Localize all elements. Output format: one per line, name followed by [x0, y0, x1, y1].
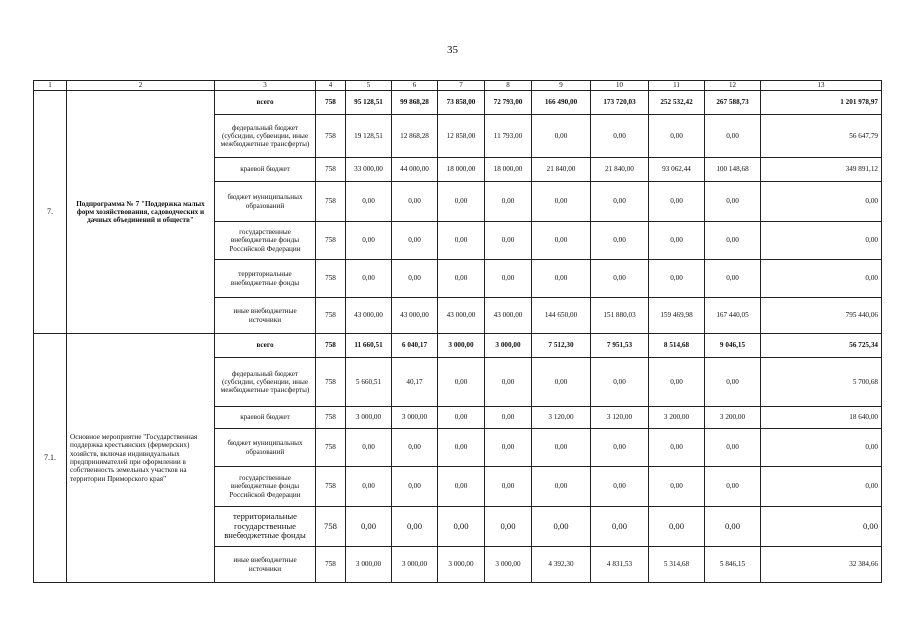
year-value: 252 532,42 — [649, 91, 705, 115]
year-value: 4 392,30 — [532, 547, 591, 583]
year-value: 0,00 — [346, 467, 392, 507]
year-value: 0,00 — [392, 467, 438, 507]
year-value: 3 000,00 — [438, 547, 485, 583]
year-value: 6 040,17 — [392, 334, 438, 358]
year-value: 3 000,00 — [485, 547, 532, 583]
year-value: 3 200,00 — [705, 407, 761, 429]
total-value: 18 640,00 — [761, 407, 882, 429]
year-value: 0,00 — [591, 467, 649, 507]
year-value: 3 120,00 — [532, 407, 591, 429]
total-value: 32 384,66 — [761, 547, 882, 583]
funding-source: территориальные государственные внебюджетные фонды — [215, 507, 316, 547]
year-value: 3 000,00 — [485, 334, 532, 358]
admin-code: 758 — [316, 407, 346, 429]
year-value: 0,00 — [705, 222, 761, 260]
year-value: 40,17 — [392, 358, 438, 407]
section-number: 7. — [34, 91, 67, 334]
year-value: 9 046,15 — [705, 334, 761, 358]
year-value: 5 660,51 — [346, 358, 392, 407]
year-value: 0,00 — [485, 407, 532, 429]
year-value: 11 793,00 — [485, 115, 532, 158]
year-value: 0,00 — [438, 407, 485, 429]
year-value: 0,00 — [392, 182, 438, 222]
year-value: 12 868,28 — [392, 115, 438, 158]
admin-code: 758 — [316, 547, 346, 583]
total-value: 1 201 978,97 — [761, 91, 882, 115]
year-value: 7 512,30 — [532, 334, 591, 358]
total-value: 5 700,68 — [761, 358, 882, 407]
year-value: 0,00 — [532, 507, 591, 547]
funding-source: иные внебюджетные источники — [215, 547, 316, 583]
funding-source: иные внебюджетные источники — [215, 298, 316, 334]
year-value: 0,00 — [438, 222, 485, 260]
year-value: 0,00 — [438, 260, 485, 298]
year-value: 0,00 — [392, 222, 438, 260]
column-number: 3 — [215, 81, 316, 91]
column-number: 1 — [34, 81, 67, 91]
year-value: 0,00 — [705, 467, 761, 507]
year-value: 0,00 — [485, 467, 532, 507]
column-number: 4 — [316, 81, 346, 91]
year-value: 3 120,00 — [591, 407, 649, 429]
year-value: 0,00 — [649, 358, 705, 407]
funding-source: территориальные внебюджетные фонды — [215, 260, 316, 298]
funding-source: федеральный бюджет (субсидии, субвенции, иные межбюджетные трансферты) — [215, 358, 316, 407]
year-value: 0,00 — [485, 429, 532, 467]
year-value: 0,00 — [591, 182, 649, 222]
admin-code: 758 — [316, 467, 346, 507]
year-value: 0,00 — [591, 507, 649, 547]
year-value: 0,00 — [438, 182, 485, 222]
year-value: 93 062,44 — [649, 158, 705, 182]
funding-source: всего — [215, 91, 316, 115]
funding-source: бюджет муниципальных образований — [215, 182, 316, 222]
year-value: 0,00 — [649, 467, 705, 507]
total-value: 0,00 — [761, 182, 882, 222]
section-title: Основное мероприятие "Государственная поддержка крестьянских (фермерских) хозяйств, включая индивидуальных предпринимателей при оформлении в собственность земельных участков на территории Приморского края" — [67, 334, 215, 583]
year-value: 0,00 — [705, 115, 761, 158]
year-value: 0,00 — [649, 507, 705, 547]
year-value: 0,00 — [591, 358, 649, 407]
admin-code: 758 — [316, 115, 346, 158]
admin-code: 758 — [316, 91, 346, 115]
year-value: 166 490,00 — [532, 91, 591, 115]
year-value: 3 000,00 — [392, 547, 438, 583]
page-number: 35 — [447, 44, 458, 56]
year-value: 5 846,15 — [705, 547, 761, 583]
column-number: 13 — [761, 81, 882, 91]
table-row — [34, 334, 882, 358]
year-value: 43 000,00 — [392, 298, 438, 334]
column-number: 5 — [346, 81, 392, 91]
funding-source: бюджет муниципальных образований — [215, 429, 316, 467]
column-number: 6 — [392, 81, 438, 91]
year-value: 0,00 — [485, 222, 532, 260]
year-value: 0,00 — [591, 429, 649, 467]
year-value: 5 314,68 — [649, 547, 705, 583]
funding-source: государственные внебюджетные фонды Российской Федерации — [215, 222, 316, 260]
total-value: 0,00 — [761, 507, 882, 547]
admin-code: 758 — [316, 507, 346, 547]
total-value: 56 647,79 — [761, 115, 882, 158]
admin-code: 758 — [316, 298, 346, 334]
year-value: 144 650,00 — [532, 298, 591, 334]
year-value: 0,00 — [532, 260, 591, 298]
year-value: 3 000,00 — [346, 547, 392, 583]
year-value: 0,00 — [705, 358, 761, 407]
year-value: 18 000,00 — [485, 158, 532, 182]
year-value: 73 858,00 — [438, 91, 485, 115]
year-value: 0,00 — [532, 467, 591, 507]
year-value: 21 840,00 — [591, 158, 649, 182]
year-value: 33 000,00 — [346, 158, 392, 182]
year-value: 0,00 — [532, 115, 591, 158]
year-value: 0,00 — [392, 429, 438, 467]
year-value: 43 000,00 — [485, 298, 532, 334]
year-value: 173 720,03 — [591, 91, 649, 115]
year-value: 0,00 — [346, 260, 392, 298]
year-value: 3 200,00 — [649, 407, 705, 429]
section-title: Подпрограмма № 7 "Поддержка малых форм хозяйствования, садоводческих и дачных объединений и обществ" — [67, 91, 215, 334]
year-value: 4 831,53 — [591, 547, 649, 583]
column-number: 12 — [705, 81, 761, 91]
table-row — [34, 91, 882, 115]
year-value: 0,00 — [346, 507, 392, 547]
year-value: 95 128,51 — [346, 91, 392, 115]
year-value: 12 858,00 — [438, 115, 485, 158]
year-value: 0,00 — [532, 358, 591, 407]
year-value: 267 588,73 — [705, 91, 761, 115]
column-number: 9 — [532, 81, 591, 91]
funding-source: краевой бюджет — [215, 407, 316, 429]
year-value: 0,00 — [532, 182, 591, 222]
year-value: 0,00 — [346, 182, 392, 222]
column-number-row — [34, 81, 882, 91]
year-value: 99 868,28 — [392, 91, 438, 115]
funding-source: федеральный бюджет (субсидии, субвенции, иные межбюджетные трансферты) — [215, 115, 316, 158]
year-value: 43 000,00 — [346, 298, 392, 334]
year-value: 3 000,00 — [346, 407, 392, 429]
year-value: 167 440,05 — [705, 298, 761, 334]
total-value: 0,00 — [761, 429, 882, 467]
funding-source: государственные внебюджетные фонды Российской Федерации — [215, 467, 316, 507]
year-value: 72 793,00 — [485, 91, 532, 115]
column-number: 8 — [485, 81, 532, 91]
year-value: 0,00 — [346, 429, 392, 467]
year-value: 159 469,98 — [649, 298, 705, 334]
admin-code: 758 — [316, 429, 346, 467]
year-value: 0,00 — [649, 429, 705, 467]
funding-source: всего — [215, 334, 316, 358]
total-value: 56 725,34 — [761, 334, 882, 358]
year-value: 0,00 — [485, 260, 532, 298]
budget-table — [33, 80, 882, 583]
year-value: 0,00 — [705, 260, 761, 298]
year-value: 0,00 — [705, 182, 761, 222]
total-value: 349 891,12 — [761, 158, 882, 182]
year-value: 0,00 — [438, 429, 485, 467]
year-value: 100 148,68 — [705, 158, 761, 182]
admin-code: 758 — [316, 358, 346, 407]
column-number: 2 — [67, 81, 215, 91]
year-value: 0,00 — [649, 222, 705, 260]
year-value: 3 000,00 — [438, 334, 485, 358]
total-value: 0,00 — [761, 222, 882, 260]
year-value: 3 000,00 — [392, 407, 438, 429]
column-number: 10 — [591, 81, 649, 91]
year-value: 0,00 — [438, 358, 485, 407]
year-value: 0,00 — [532, 429, 591, 467]
year-value: 0,00 — [532, 222, 591, 260]
year-value: 0,00 — [392, 507, 438, 547]
year-value: 0,00 — [485, 358, 532, 407]
year-value: 8 514,68 — [649, 334, 705, 358]
year-value: 0,00 — [649, 182, 705, 222]
year-value: 7 951,53 — [591, 334, 649, 358]
year-value: 151 880,03 — [591, 298, 649, 334]
year-value: 0,00 — [705, 507, 761, 547]
year-value: 18 000,00 — [438, 158, 485, 182]
year-value: 0,00 — [438, 467, 485, 507]
year-value: 11 660,51 — [346, 334, 392, 358]
total-value: 795 440,06 — [761, 298, 882, 334]
column-number: 7 — [438, 81, 485, 91]
year-value: 0,00 — [346, 222, 392, 260]
admin-code: 758 — [316, 334, 346, 358]
year-value: 0,00 — [591, 260, 649, 298]
year-value: 0,00 — [649, 115, 705, 158]
year-value: 19 128,51 — [346, 115, 392, 158]
total-value: 0,00 — [761, 467, 882, 507]
year-value: 0,00 — [485, 182, 532, 222]
year-value: 0,00 — [392, 260, 438, 298]
total-value: 0,00 — [761, 260, 882, 298]
year-value: 0,00 — [591, 222, 649, 260]
column-number: 11 — [649, 81, 705, 91]
year-value: 0,00 — [438, 507, 485, 547]
admin-code: 758 — [316, 158, 346, 182]
funding-source: краевой бюджет — [215, 158, 316, 182]
year-value: 44 000,00 — [392, 158, 438, 182]
admin-code: 758 — [316, 182, 346, 222]
year-value: 21 840,00 — [532, 158, 591, 182]
year-value: 0,00 — [485, 507, 532, 547]
admin-code: 758 — [316, 222, 346, 260]
section-number: 7.1. — [34, 334, 67, 583]
year-value: 0,00 — [649, 260, 705, 298]
year-value: 0,00 — [591, 115, 649, 158]
year-value: 43 000,00 — [438, 298, 485, 334]
year-value: 0,00 — [705, 429, 761, 467]
admin-code: 758 — [316, 260, 346, 298]
